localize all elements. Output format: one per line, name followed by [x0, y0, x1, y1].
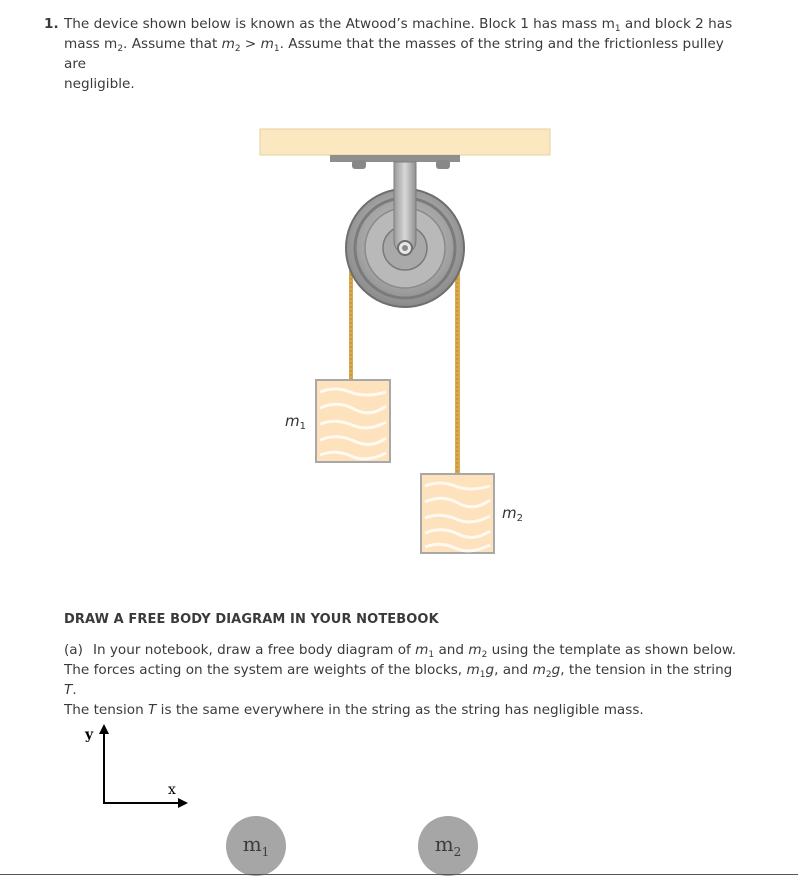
block-1	[316, 380, 390, 462]
ceiling	[260, 129, 550, 155]
axes-template	[70, 718, 200, 818]
y-axis-label: y	[85, 727, 94, 743]
rope-right	[455, 248, 460, 474]
x-axis-label: x	[168, 782, 176, 798]
problem-line-2: mass $m_2$. Assume that $m_2 > m_1$. Assume that the masses of the string and the frictionless pulley are	[64, 36, 724, 72]
mass-circle-m1: $m_1$	[226, 816, 286, 876]
x-arrow-icon	[178, 798, 188, 808]
part-a-line-2: The forces acting on the system are weights of the blocks, $m_1g$, and $m_2g$, the tension in the string T.	[64, 662, 733, 698]
label-m2: $m_2$	[502, 504, 523, 524]
part-a-text	[64, 640, 744, 720]
y-arrow-icon	[99, 724, 109, 734]
section-heading: DRAW A FREE BODY DIAGRAM IN YOUR NOTEBOOK	[64, 612, 439, 627]
block-2	[421, 474, 494, 553]
part-a-line-1: (a) In your notebook, draw a free body diagram of $m_1$ and $m_2$ using the template as shown below.	[64, 642, 737, 660]
label-m1: $m_1$	[285, 412, 306, 432]
pulley-bracket	[394, 162, 416, 252]
part-a-line-3: The tension T is the same everywhere in the string as the string has negligible mass.	[64, 702, 644, 718]
mass-circle-m2: $m_2$	[418, 816, 478, 876]
problem-line-1: The device shown below is known as the Atwood’s machine. Block 1 has mass $m_1$ and block 2 has	[64, 16, 733, 34]
problem-number: 1.	[44, 16, 59, 32]
problem-line-3: negligible.	[64, 76, 135, 92]
page-bottom-border	[0, 874, 798, 875]
